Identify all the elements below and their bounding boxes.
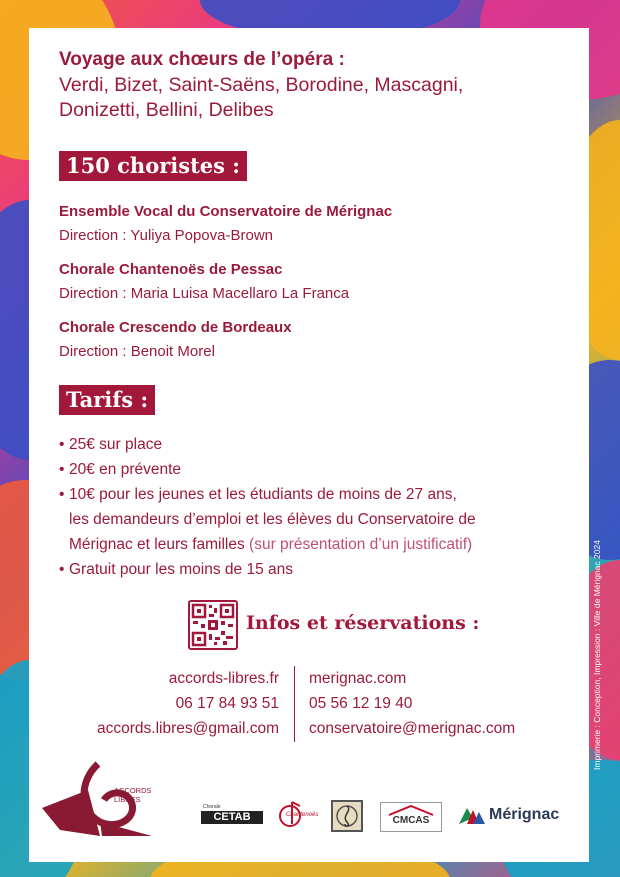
price-text: 20€ en prévente [69, 461, 182, 478]
contacts-merignac [309, 666, 515, 741]
chantenoes-logo [278, 798, 319, 834]
merignac-logo [459, 804, 571, 830]
accords-libres-logo [40, 760, 160, 840]
print-credit: Imprimerie : Conception, Impression : Ville de Mérignac 2024 [592, 540, 602, 770]
cetab-top-label: Chorale [203, 804, 221, 810]
contacts-divider [294, 666, 295, 742]
price-item [59, 432, 559, 457]
cmcas-logo [380, 802, 442, 832]
crescendo-logo [331, 800, 363, 832]
ensemble-name: Ensemble Vocal du Conservatoire de Mérignac [59, 203, 393, 220]
ensemble-name: Chorale Crescendo de Bordeaux [59, 319, 292, 336]
price-item [59, 482, 559, 557]
contacts-accords-libres [97, 666, 279, 741]
infos-title: Infos et réservations : [246, 612, 480, 634]
treble-clef-icon [333, 802, 361, 830]
website-link[interactable]: merignac.com [309, 670, 407, 687]
email-link[interactable]: conservatoire@merignac.com [309, 720, 516, 737]
accords-label: ACCORDS [114, 786, 152, 795]
merignac-emblem-icon [459, 804, 485, 826]
program-intro [59, 47, 579, 123]
bullet: • [59, 561, 65, 578]
merignac-label: Mérignac [489, 806, 560, 823]
price-text-multiline [69, 482, 559, 557]
ensemble-1 [59, 200, 579, 248]
bullet: • [59, 461, 65, 478]
libres-label: LIBRES [114, 795, 141, 804]
price-line: les demandeurs d’emploi et les élèves du Conservatoire de [69, 511, 476, 528]
cmcas-label: CMCAS [392, 815, 430, 826]
composers-line-2: Donizetti, Bellini, Delibes [59, 99, 274, 121]
ensemble-3 [59, 316, 579, 364]
price-line: 10€ pour les jeunes et les étudiants de moins de 27 ans, [69, 486, 457, 503]
price-line-with-note [69, 532, 559, 557]
website-link[interactable]: accords-libres.fr [168, 670, 279, 687]
price-text: Gratuit pour les moins de 15 ans [69, 561, 294, 578]
chantenoes-label: Chantenoës [286, 812, 319, 818]
accords-libres-emblem-icon [40, 760, 160, 840]
phone-number[interactable]: 05 56 12 19 40 [309, 695, 413, 712]
cetab-logo [201, 804, 263, 832]
choristes-banner: 150 choristes : [59, 151, 247, 181]
phone-number[interactable]: 06 17 84 93 51 [175, 695, 279, 712]
composers-line-1: Verdi, Bizet, Saint-Saëns, Borodine, Mascagni, [59, 74, 464, 96]
ensemble-name: Chorale Chantenoës de Pessac [59, 261, 283, 278]
justification-note: (sur présentation d’un justificatif) [249, 536, 473, 553]
ensemble-2 [59, 258, 579, 306]
ensemble-direction: Direction : Yuliya Popova-Brown [59, 227, 273, 244]
intro-title: Voyage aux chœurs de l’opéra : [59, 49, 345, 70]
price-line: Mérignac et leurs familles [69, 536, 245, 553]
partner-logos [0, 760, 620, 840]
qr-code-icon[interactable] [188, 600, 238, 650]
bullet: • [59, 486, 65, 503]
price-text: 25€ sur place [69, 436, 163, 453]
ensemble-direction: Direction : Benoit Morel [59, 343, 215, 360]
ensemble-direction: Direction : Maria Luisa Macellaro La Franca [59, 285, 350, 302]
bullet: • [59, 436, 65, 453]
price-item [59, 457, 559, 482]
cetab-label: CETAB [201, 811, 263, 824]
email-link[interactable]: accords.libres@gmail.com [97, 720, 279, 737]
tarifs-banner: Tarifs : [59, 385, 155, 415]
price-item [59, 557, 559, 582]
price-list [59, 432, 559, 582]
